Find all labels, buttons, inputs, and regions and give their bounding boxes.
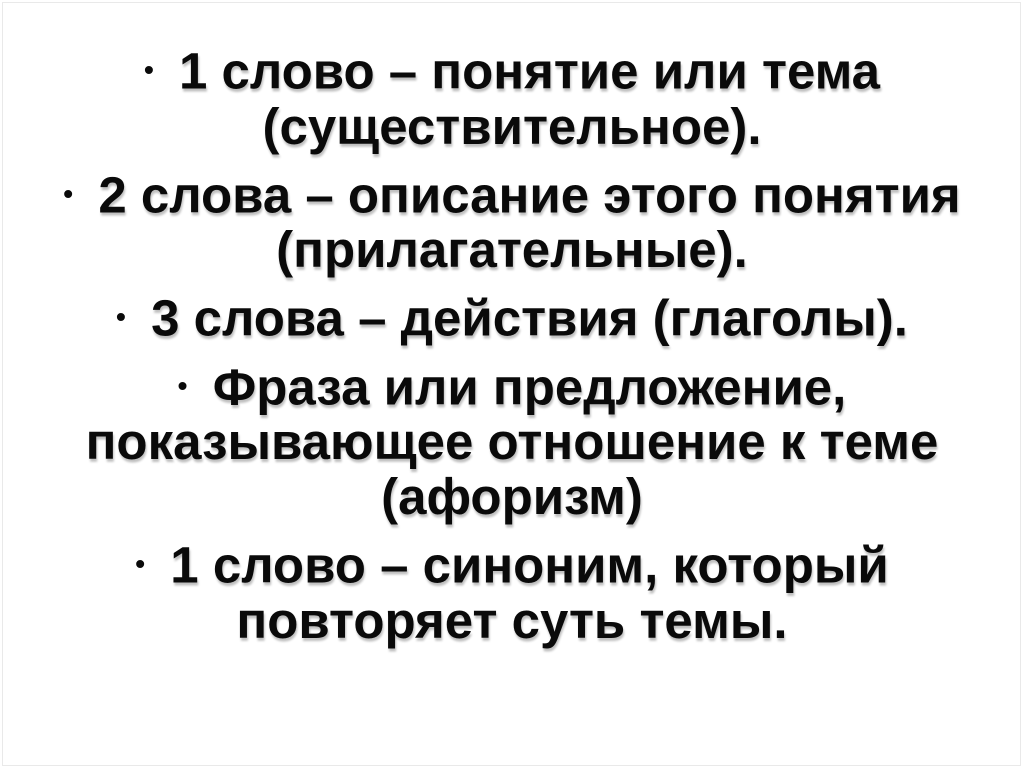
bullet-text: 3 слова – действия (глаголы). <box>151 289 908 347</box>
bullet-text: 1 слово – понятие или тема <box>179 42 881 100</box>
wrap-line: повторяет суть темы. <box>236 591 788 649</box>
bullet-line <box>0 358 1024 415</box>
bullet-line <box>0 289 1024 346</box>
wrap-line: показывающее отношение к теме <box>85 413 939 471</box>
bullet-item-4 <box>0 358 1024 525</box>
bullet-text: 1 слово – синоним, который <box>170 536 889 594</box>
bullet-item-5 <box>0 536 1024 648</box>
bullet-marker: • <box>143 54 154 85</box>
bullet-text: Фраза или предложение, <box>212 358 847 416</box>
bullet-marker: • <box>116 301 126 333</box>
bullet-item-3 <box>0 289 1024 346</box>
bullet-marker: • <box>177 369 188 401</box>
bullet-line <box>0 42 1024 99</box>
bullet-line <box>0 536 1024 593</box>
bullet-line <box>0 166 1024 223</box>
wrap-line: (существительное). <box>262 97 762 155</box>
wrap-line: (афоризм) <box>381 468 643 526</box>
bullet-marker: • <box>63 177 74 209</box>
bullet-marker: • <box>135 548 146 580</box>
bullet-item-2 <box>0 166 1024 278</box>
bullet-text: 2 слова – описание этого понятия <box>98 166 961 224</box>
wrap-line: (прилагательные). <box>276 221 748 279</box>
bullet-item-1 <box>0 42 1024 154</box>
